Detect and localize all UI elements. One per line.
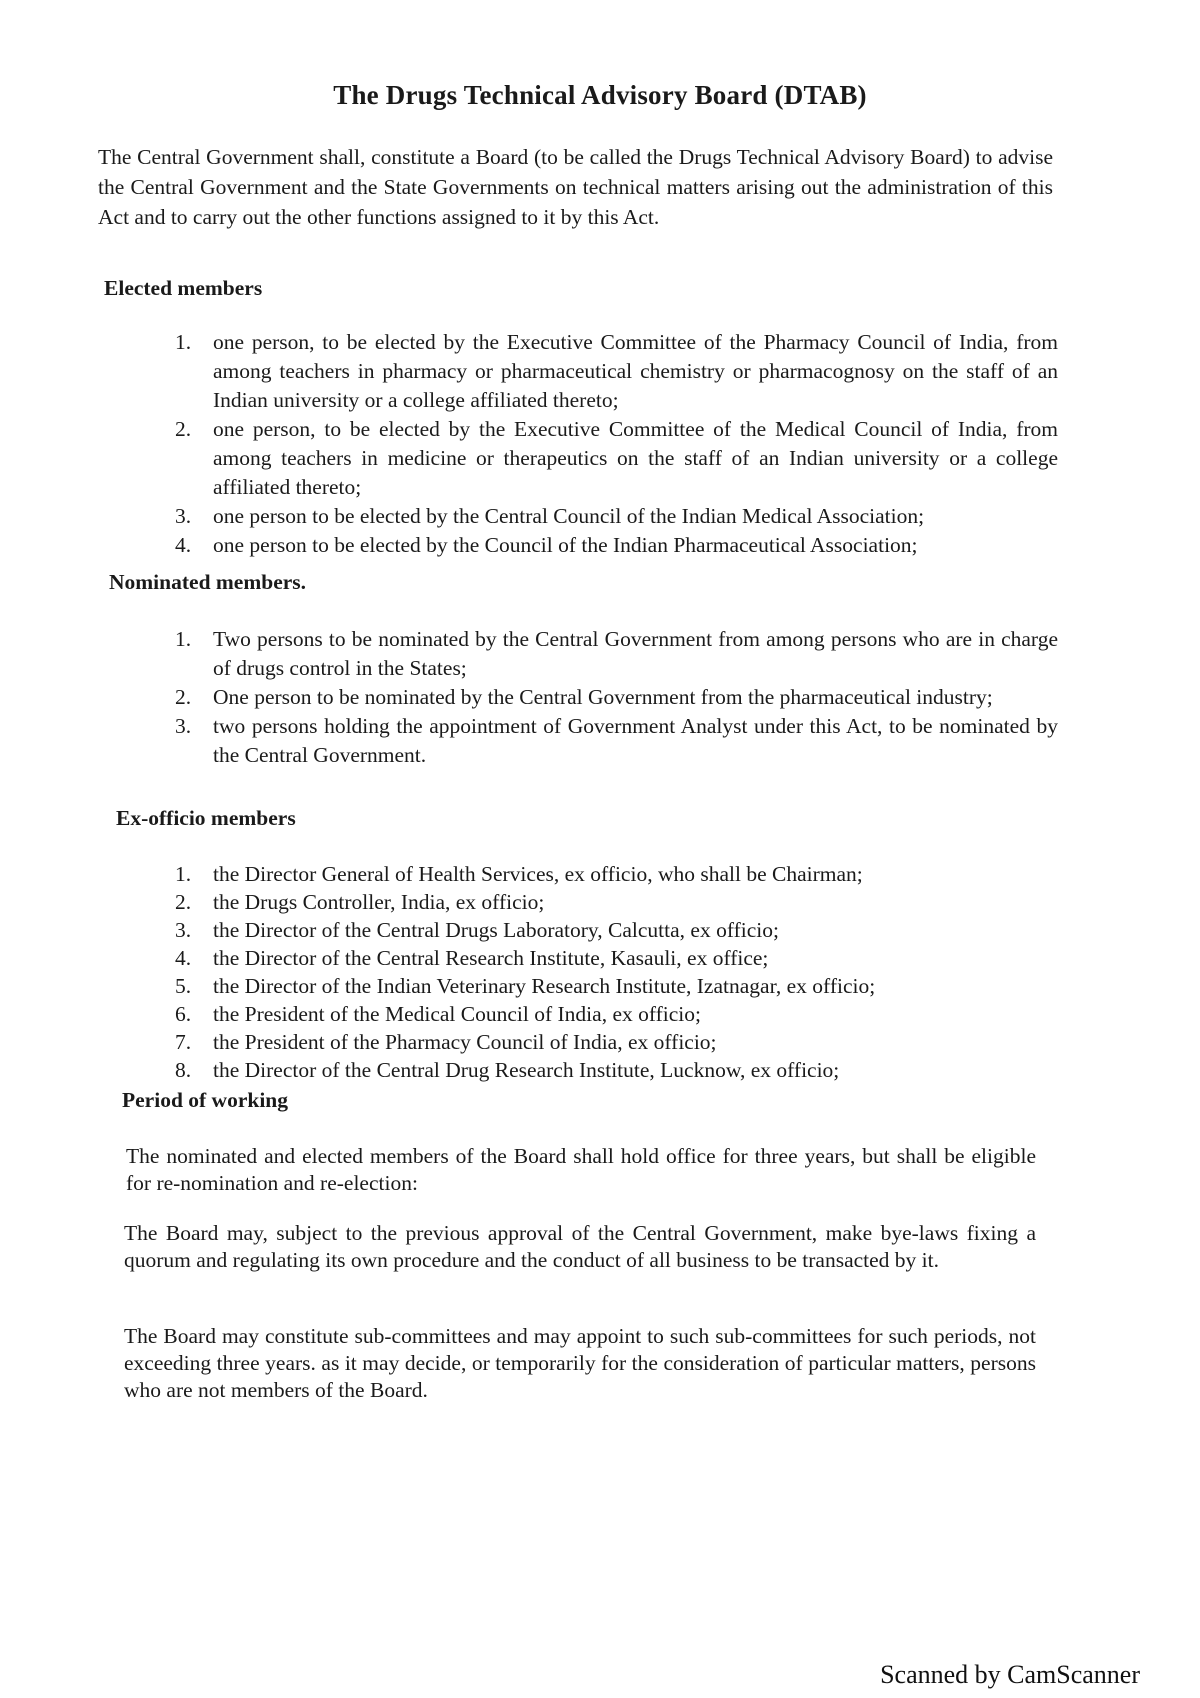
list-item: 7. the President of the Pharmacy Council of India, ex officio;: [175, 1030, 717, 1054]
intro-paragraph: The Central Government shall, constitute a Board (to be called the Drugs Technical Advisory Board) to advise the Central Government and the State Governments on technical matters arising out the administration of this Act and to carry out the other functions assigned to it by this Act.: [98, 145, 1053, 229]
list-item: 6. the President of the Medical Council of India, ex officio;: [175, 1002, 702, 1026]
list-item: 1. the Director General of Health Services, ex officio, who shall be Chairman;: [175, 862, 863, 886]
elected-members-heading: Elected members: [104, 276, 263, 300]
list-item: 3. one person to be elected by the Central Council of the Indian Medical Association;: [175, 504, 925, 528]
list-item: 8. the Director of the Central Drug Research Institute, Lucknow, ex officio;: [175, 1058, 840, 1082]
exofficio-members-heading: Ex-officio members: [116, 806, 296, 830]
period-paragraph-3: The Board may constitute sub-committees and may appoint to such sub-committees for such periods, not exceeding three years. as it may decide, or temporarily for the consideration of particular matters, persons who are not members of the Board.: [124, 1324, 1036, 1402]
period-paragraph-1: The nominated and elected members of the Board shall hold office for three years, but shall be eligible for re-nomination and re-election:: [126, 1144, 1036, 1195]
list-item: 4. the Director of the Central Research Institute, Kasauli, ex office;: [175, 946, 769, 970]
list-item: 3. two persons holding the appointment of Government Analyst under this Act, to be nominated by the Central Government.: [175, 714, 1058, 767]
elected-members-list: [175, 328, 1058, 560]
list-item: 2. One person to be nominated by the Central Government from the pharmaceutical industry;: [175, 685, 993, 709]
nominated-members-list: [175, 625, 1058, 770]
period-of-working-heading: Period of working: [122, 1088, 289, 1112]
nominated-members-heading: Nominated members.: [109, 570, 307, 594]
list-item: 2. the Drugs Controller, India, ex officio;: [175, 890, 545, 914]
list-item: 1. Two persons to be nominated by the Central Government from among persons who are in charge of drugs control in the States;: [175, 627, 1058, 680]
list-item: 3. the Director of the Central Drugs Laboratory, Calcutta, ex officio;: [175, 918, 779, 942]
list-item: 1. one person, to be elected by the Executive Committee of the Pharmacy Council of India, from among teachers in pharmacy or pharmaceutical chemistry or pharmacognosy on the staff of an Indian university or a college affiliated thereto;: [175, 330, 1058, 412]
period-paragraph-2: The Board may, subject to the previous approval of the Central Government, make bye-laws fixing a quorum and regulating its own procedure and the conduct of all business to be transacted by it.: [124, 1221, 1036, 1272]
list-item: 4. one person to be elected by the Council of the Indian Pharmaceutical Association;: [175, 533, 918, 557]
page-title: The Drugs Technical Advisory Board (DTAB): [333, 80, 867, 110]
scanner-watermark: Scanned by CamScanner: [880, 1660, 1140, 1689]
list-item: 2. one person, to be elected by the Executive Committee of the Medical Council of India, from among teachers in medicine or therapeutics on the staff of an Indian university or a college affiliated thereto;: [175, 417, 1058, 499]
exofficio-members-list: [175, 860, 1075, 1084]
list-item: 5. the Director of the Indian Veterinary Research Institute, Izatnagar, ex officio;: [175, 974, 876, 998]
